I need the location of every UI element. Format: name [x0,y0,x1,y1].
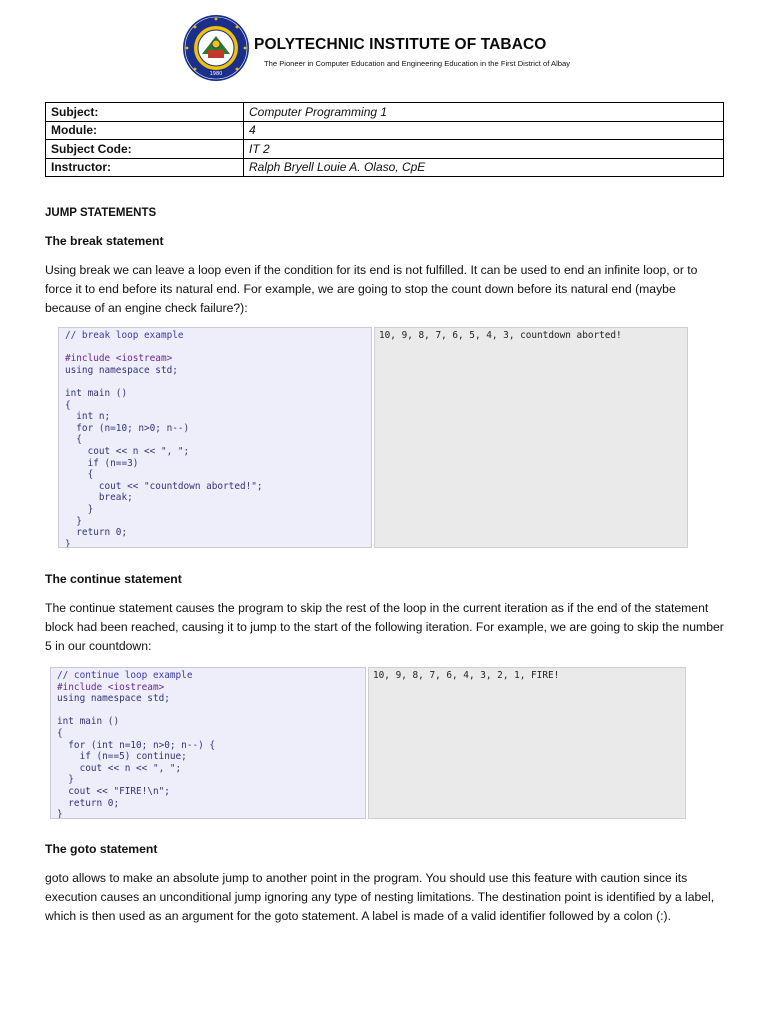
info-label: Module: [46,121,244,140]
continue-paragraph: The continue statement causes the program to skip the rest of the loop in the current iteration as if the end of the statement block had been reached, causing it to jump to the start of the following iteration. For example, we are going to skip the number 5 in our countdown: [45,601,724,653]
code-line: cout << "FIRE!\n"; [57,785,170,797]
code-line: } [57,809,63,819]
info-label: Subject: [46,103,244,122]
continue-example [50,667,686,819]
info-label: Subject Code: [46,140,244,159]
code-line: #include <iostream> [65,353,173,365]
code-line: { [65,434,82,446]
info-value: IT 2 [244,140,724,159]
code-line: int n; [65,411,111,423]
info-label: Instructor: [46,158,244,177]
code-line: using namespace std; [57,693,170,705]
code-line: for (n=10; n>0; n--) [65,422,190,434]
course-info-table [45,102,724,177]
code-line: } [57,774,74,786]
code-line: // continue loop example [57,670,193,681]
code-line: return 0; [57,797,120,809]
code-line: { [57,727,63,739]
code-line: } [65,515,82,527]
code-line [65,376,365,388]
code-line: using namespace std; [65,364,178,376]
info-value: 4 [244,121,724,140]
break-example [58,327,688,548]
document-header [182,14,602,82]
institution-seal-icon [182,14,250,82]
code-line: #include <iostream> [57,681,165,693]
info-row [46,121,724,140]
info-row [46,140,724,159]
info-value: Ralph Bryell Louie A. Olaso, CpE [244,158,724,177]
goto-paragraph: goto allows to make an absolute jump to another point in the program. You should use this feature with caution since its execution causes an unconditional jump ignoring any type of nesting limitations. The destination point is identified by a label, which is then used as an argument for the goto statement. A label is made of a valid identifier followed by a colon (:). [45,871,715,923]
code-line: { [65,469,94,481]
code-line: int main () [65,387,128,399]
code-line: cout << n << ", "; [57,762,182,774]
code-line: { [65,399,71,411]
institution-name: POLYTECHNIC INSTITUTE OF TABACO [254,36,547,53]
code-line [65,342,365,354]
code-line: // break loop example [65,330,184,341]
break-output-block: 10, 9, 8, 7, 6, 5, 4, 3, countdown aborted! [374,327,688,548]
info-row [46,103,724,122]
break-code-block [58,327,372,548]
continue-output-block: 10, 9, 8, 7, 6, 4, 3, 2, 1, FIRE! [368,667,686,819]
seal-year: 1980 [209,71,223,77]
code-line: for (int n=10; n>0; n--) { [57,739,216,751]
code-line [57,705,359,717]
code-line: } [65,503,94,515]
info-value: Computer Programming 1 [244,103,724,122]
break-paragraph: Using break we can leave a loop even if the condition for its end is not fulfilled. It can be used to end an infinite loop, or to force it to end before its natural end. For example, we are going to stop the count down before its natural end (maybe because of an engine check failure?): [45,263,698,315]
institution-tagline: The Pioneer in Computer Education and Engineering Education in the First District of Albay [264,59,571,68]
code-line: cout << n << ", "; [65,445,190,457]
break-heading: The break statement [45,234,164,248]
continue-code-block [50,667,366,819]
code-line: return 0; [65,527,128,539]
code-line: int main () [57,716,120,728]
info-row [46,158,724,177]
code-line: if (n==3) [65,457,139,469]
goto-heading: The goto statement [45,842,158,856]
code-line: } [65,538,71,548]
code-line: cout << "countdown aborted!"; [65,480,263,492]
section-title: JUMP STATEMENTS [45,207,157,219]
code-line: if (n==5) continue; [57,751,187,763]
code-line: break; [65,492,133,504]
continue-heading: The continue statement [45,572,182,586]
